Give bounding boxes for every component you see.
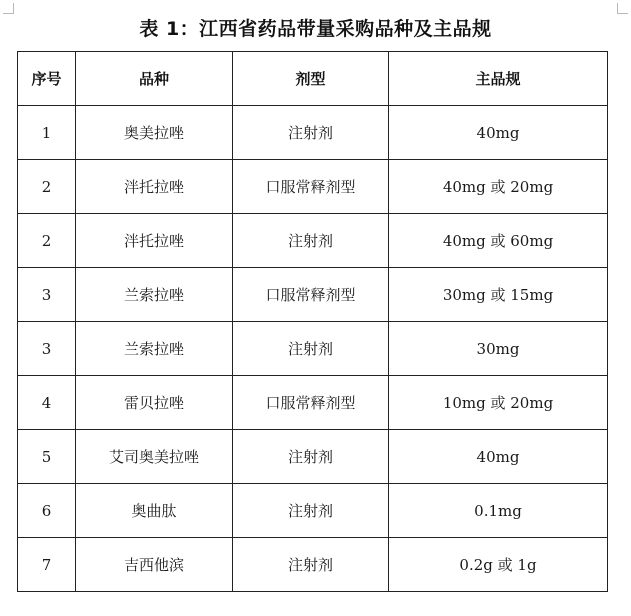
table-row	[18, 538, 608, 592]
drug-procurement-table	[17, 51, 608, 592]
table-row	[18, 484, 608, 538]
cell-drug-name: 奥曲肽	[76, 484, 233, 538]
table-header-row	[18, 52, 608, 106]
header-drug-name: 品种	[76, 52, 233, 106]
table-row	[18, 268, 608, 322]
table-row	[18, 214, 608, 268]
cell-dosage-form: 注射剂	[233, 214, 389, 268]
cell-dosage-form: 注射剂	[233, 322, 389, 376]
cell-dosage-form: 口服常释剂型	[233, 160, 389, 214]
table-row	[18, 106, 608, 160]
header-main-specification: 主品规	[389, 52, 608, 106]
cell-drug-name: 兰索拉唑	[76, 322, 233, 376]
cell-serial-number: 5	[18, 430, 76, 484]
cell-drug-name: 奥美拉唑	[76, 106, 233, 160]
table-row	[18, 430, 608, 484]
cell-serial-number: 1	[18, 106, 76, 160]
cell-main-specification: 40mg	[389, 106, 608, 160]
cell-dosage-form: 口服常释剂型	[233, 268, 389, 322]
cell-drug-name: 雷贝拉唑	[76, 376, 233, 430]
table-row	[18, 160, 608, 214]
header-dosage-form: 剂型	[233, 52, 389, 106]
cell-dosage-form: 注射剂	[233, 538, 389, 592]
page-corner-mark-top-left	[3, 3, 14, 14]
cell-drug-name: 吉西他滨	[76, 538, 233, 592]
cell-serial-number: 2	[18, 160, 76, 214]
cell-serial-number: 3	[18, 322, 76, 376]
cell-main-specification: 30mg 或 15mg	[389, 268, 608, 322]
cell-main-specification: 40mg 或 60mg	[389, 214, 608, 268]
cell-main-specification: 40mg	[389, 430, 608, 484]
cell-main-specification: 40mg 或 20mg	[389, 160, 608, 214]
page-corner-mark-top-right	[617, 3, 628, 14]
cell-serial-number: 4	[18, 376, 76, 430]
table-row	[18, 322, 608, 376]
cell-serial-number: 6	[18, 484, 76, 538]
cell-main-specification: 30mg	[389, 322, 608, 376]
header-serial-number: 序号	[18, 52, 76, 106]
cell-drug-name: 泮托拉唑	[76, 160, 233, 214]
cell-main-specification: 10mg 或 20mg	[389, 376, 608, 430]
table-row	[18, 376, 608, 430]
cell-dosage-form: 注射剂	[233, 484, 389, 538]
cell-drug-name: 艾司奥美拉唑	[76, 430, 233, 484]
cell-dosage-form: 注射剂	[233, 430, 389, 484]
cell-serial-number: 7	[18, 538, 76, 592]
cell-serial-number: 2	[18, 214, 76, 268]
cell-dosage-form: 注射剂	[233, 106, 389, 160]
table-caption: 表 1：江西省药品带量采购品种及主品规	[139, 18, 492, 40]
cell-serial-number: 3	[18, 268, 76, 322]
cell-drug-name: 兰索拉唑	[76, 268, 233, 322]
cell-drug-name: 泮托拉唑	[76, 214, 233, 268]
cell-main-specification: 0.2g 或 1g	[389, 538, 608, 592]
cell-dosage-form: 口服常释剂型	[233, 376, 389, 430]
cell-main-specification: 0.1mg	[389, 484, 608, 538]
